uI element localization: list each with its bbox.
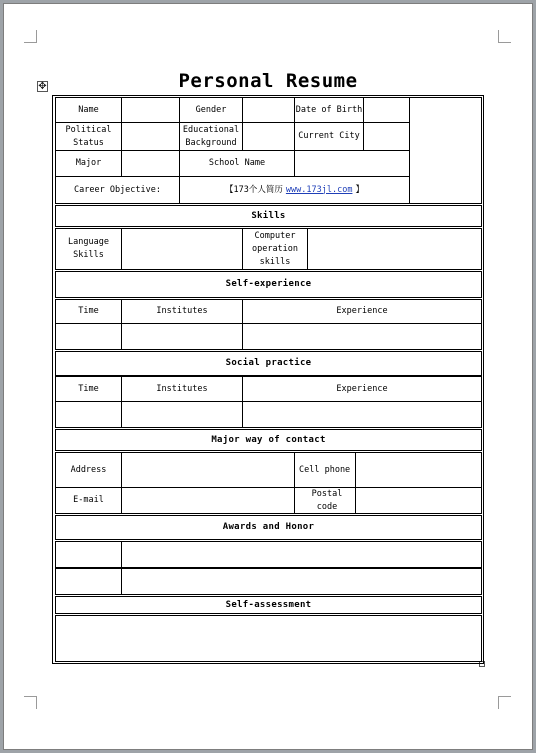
address-label: Address: [55, 452, 122, 488]
crop-mark-bottom-right: [498, 696, 511, 709]
current-city-value-cell[interactable]: [363, 122, 410, 151]
crop-mark-top-left: [24, 30, 37, 43]
career-objective-link[interactable]: www.173jl.com: [285, 184, 353, 195]
school-name-label: School Name: [179, 150, 295, 177]
postal-code-label: Postal code: [294, 487, 356, 514]
self-assessment-header: Self-assessment: [55, 596, 482, 614]
self-experience-institutes-cell[interactable]: [121, 323, 243, 350]
self-assessment-value-cell[interactable]: [55, 615, 482, 662]
social-practice-time-header: Time: [55, 376, 122, 402]
self-experience-time-header: Time: [55, 299, 122, 324]
photo-cell[interactable]: [409, 97, 482, 204]
awards-row-1-left-cell[interactable]: [55, 541, 122, 568]
self-experience-institutes-header: Institutes: [121, 299, 243, 324]
skills-header: Skills: [55, 205, 482, 227]
name-label: Name: [55, 97, 122, 123]
gender-label: Gender: [179, 97, 243, 123]
career-objective-suffix: 】: [355, 184, 364, 195]
postal-code-value-cell[interactable]: [355, 487, 482, 514]
social-practice-institutes-header: Institutes: [121, 376, 243, 402]
name-value-cell[interactable]: [121, 97, 180, 123]
language-skills-value-cell[interactable]: [121, 228, 243, 270]
education-label: Educational Background: [179, 122, 243, 151]
awards-row-1-right-cell[interactable]: [121, 541, 482, 568]
contact-header: Major way of contact: [55, 429, 482, 451]
school-name-value-cell[interactable]: [294, 150, 410, 177]
dob-label: Date of Birth: [294, 97, 364, 123]
dob-value-cell[interactable]: [363, 97, 410, 123]
page-title: Personal Resume: [178, 70, 358, 92]
education-value-cell[interactable]: [242, 122, 295, 151]
major-value-cell[interactable]: [121, 150, 180, 177]
address-value-cell[interactable]: [121, 452, 295, 488]
awards-header: Awards and Honor: [55, 515, 482, 540]
self-experience-experience-cell[interactable]: [242, 323, 482, 350]
awards-row-2-right-cell[interactable]: [121, 568, 482, 595]
career-objective-prefix: 【173个人简历: [225, 184, 283, 195]
language-skills-label: Language Skills: [55, 228, 122, 270]
major-label: Major: [55, 150, 122, 177]
career-objective-label: Career Objective:: [55, 176, 180, 204]
political-status-label: Political Status: [55, 122, 122, 151]
social-practice-time-cell[interactable]: [55, 401, 122, 428]
social-practice-header: Social practice: [55, 351, 482, 376]
self-experience-header: Self-experience: [55, 271, 482, 298]
social-practice-experience-header: Experience: [242, 376, 482, 402]
crop-mark-top-right: [498, 30, 511, 43]
self-experience-time-cell[interactable]: [55, 323, 122, 350]
computer-skills-label: Computer operation skills: [242, 228, 308, 270]
social-practice-institutes-cell[interactable]: [121, 401, 243, 428]
email-value-cell[interactable]: [121, 487, 295, 514]
table-move-handle-icon[interactable]: ✥: [38, 81, 47, 92]
social-practice-experience-cell[interactable]: [242, 401, 482, 428]
cellphone-value-cell[interactable]: [355, 452, 482, 488]
self-experience-experience-header: Experience: [242, 299, 482, 324]
awards-row-2-left-cell[interactable]: [55, 568, 122, 595]
email-label: E-mail: [55, 487, 122, 514]
gender-value-cell[interactable]: [242, 97, 295, 123]
current-city-label: Current City: [294, 122, 364, 151]
political-status-value-cell[interactable]: [121, 122, 180, 151]
computer-skills-value-cell[interactable]: [307, 228, 482, 270]
career-objective-value-cell[interactable]: [179, 176, 410, 204]
cellphone-label: Cell phone: [294, 452, 356, 488]
crop-mark-bottom-left: [24, 696, 37, 709]
